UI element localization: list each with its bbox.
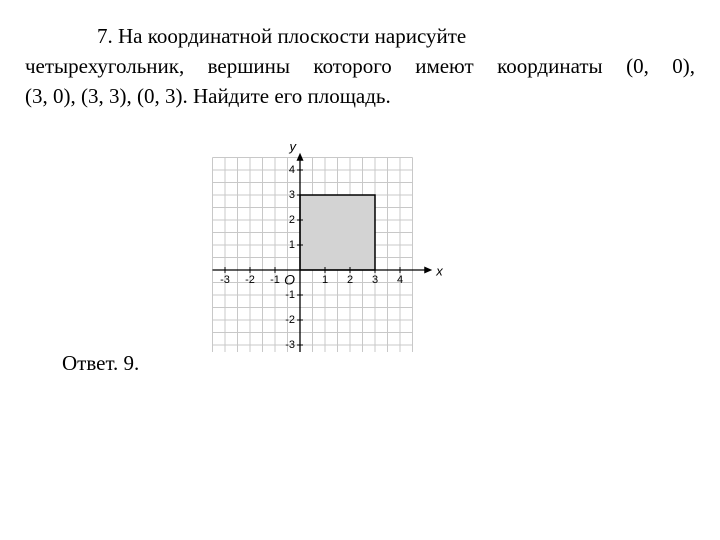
y-tick-label: 4	[288, 164, 295, 176]
x-tick-label: -3	[220, 274, 230, 287]
x-axis-label: x	[436, 263, 443, 279]
y-tick-label: -3	[285, 339, 295, 351]
answer-text: Ответ. 9.	[62, 351, 140, 375]
y-tick-label: 3	[288, 189, 295, 201]
origin-label: O	[284, 271, 295, 288]
problem-line-3: (3, 0), (3, 3), (0, 3). Найдите его площадь.	[25, 84, 391, 108]
y-tick-label: 1	[288, 239, 295, 251]
x-tick-label: 2	[346, 274, 354, 287]
x-tick-label: 4	[396, 274, 404, 287]
problem-statement	[25, 21, 695, 111]
x-tick-label: -2	[245, 274, 255, 287]
x-tick-label: 1	[321, 274, 329, 287]
y-tick-label: -1	[285, 289, 295, 301]
x-tick-label: 3	[371, 274, 379, 287]
y-axis-label: y	[289, 138, 296, 154]
quadrilateral	[300, 195, 375, 270]
y-tick-label: 2	[288, 214, 295, 226]
x-tick-label: -1	[270, 274, 280, 287]
problem-line-2: четырехугольник, вершины которого имеют координаты (0, 0),	[25, 54, 695, 78]
problem-line-1: 7. На координатной плоскости нарисуйте	[97, 24, 467, 48]
y-tick-label: -2	[285, 314, 295, 326]
coordinate-plane	[208, 132, 448, 352]
x-axis-arrow-icon	[424, 267, 432, 274]
y-axis-arrow-icon	[297, 153, 304, 161]
